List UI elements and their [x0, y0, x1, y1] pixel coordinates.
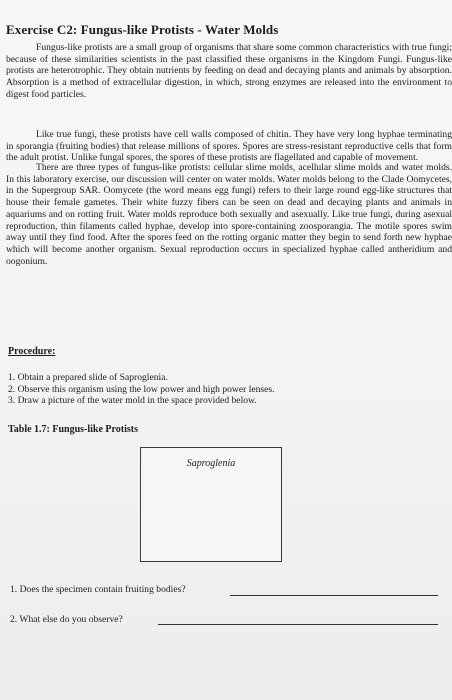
procedure-step: 2. Observe this organism using the low power and high power lenses. [8, 383, 275, 395]
table-title: Table 1.7: Fungus-like Protists [8, 424, 139, 435]
exercise-title: Exercise C2: Fungus-like Protists - Water Molds [6, 22, 279, 37]
paragraph-intro [6, 42, 452, 136]
answer-line-2[interactable] [158, 624, 438, 625]
procedure-heading: Procedure: [8, 346, 56, 357]
paragraph-types [6, 162, 452, 317]
procedure-step: 1. Obtain a prepared slide of Saproglenia. [8, 372, 168, 383]
procedure-steps [8, 372, 275, 407]
procedure-step: 3. Draw a picture of the water mold in the space provided below. [8, 395, 257, 407]
paragraph-intro-text: Fungus-like protists are a small group of organisms that share some common characteristics with true fungi; because of these similarities scientists in the past classified these organisms in the Kingdom Fungi. Fungus-like protists are heterotrophic. They obtain nutrients by feeding on dead and decaying plants and animals by absorption. Absorption is a method of extracellular digestion, in which, strong enzymes are released into the environment to digest food particles. [6, 42, 452, 100]
specimen-label: Saproglenia [186, 458, 236, 469]
question-other-observations: 2. What else do you observe? [10, 614, 123, 625]
answer-line-1[interactable] [230, 595, 438, 596]
question-fruiting-bodies: 1. Does the specimen contain fruiting bodies? [10, 584, 186, 595]
paragraph-types-text: There are three types of fungus-like protists: cellular slime molds, acellular slime molds and water molds. In this laboratory exercise, our discussion will center on water molds. Water molds belong to the Clade Oomycetes, in the Supergroup SAR. Oomycete (the word means egg fungi) refers to their large round egg-like structures that house their female gametes. Their white fuzzy fibers can be seen on dead and decaying plants and animals in aquariums and on rotting fruit. Water molds reproduce both sexually and asexually. Like true fungi, during asexual reproduction, thin filaments called hyphae, develop into spore-containing zoosporangia. The motile spores swim away until they find food. After the spores feed on the rotting organic matter they begin to send forth new hyphae which will become another organism. Sexual reproduction occurs in specialized hyphae called antheridium and oogonium. [6, 162, 452, 267]
drawing-box[interactable] [140, 447, 282, 562]
paragraph-cell-walls-text: Like true fungi, these protists have cell walls composed of chitin. They have very long hyphae terminating in sporangia (fruiting bodies) that release millions of spores. Spores are stress-resistant reproductive cells that form the adult protist. Unlike fungal spores, the spores of these protists are flagellated and capable of movement. [6, 129, 452, 164]
